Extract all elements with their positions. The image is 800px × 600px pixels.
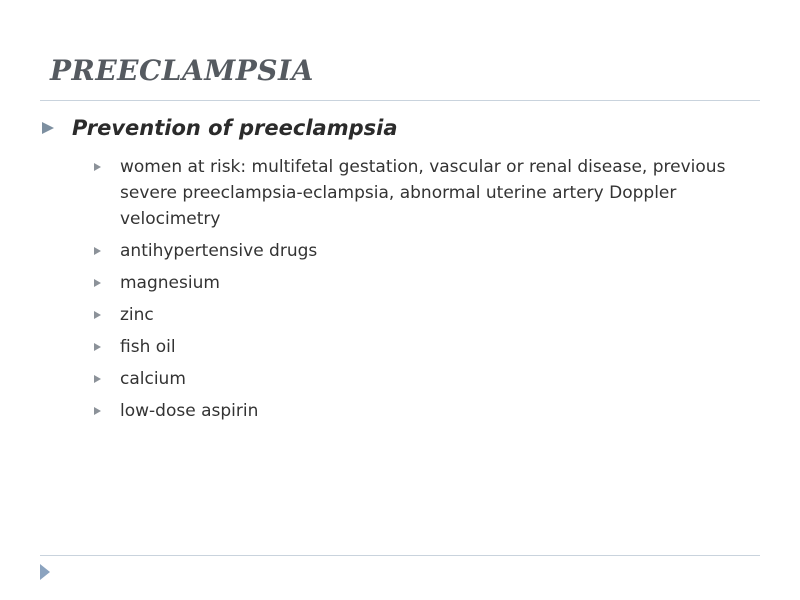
footer-divider: [40, 555, 760, 556]
list-item: [40, 238, 740, 264]
list-item: [40, 270, 740, 296]
small-triangle-bullet-icon: [94, 375, 101, 383]
list-item-text: zinc: [120, 305, 154, 325]
list-item-text: antihypertensive drugs: [120, 241, 318, 261]
slide-title: PREECLAMPSIA: [50, 54, 314, 87]
triangle-bullet-icon: [42, 122, 54, 134]
list-item-text: calcium: [120, 369, 186, 389]
list-item-text: fish oil: [120, 337, 176, 357]
list-item-text: women at risk: multifetal gestation, vascular or renal disease, previous severe preeclampsia-eclampsia, abnormal uterine artery Doppler velocimetry: [120, 157, 726, 229]
main-bullet: [40, 112, 760, 144]
small-triangle-bullet-icon: [94, 163, 101, 171]
footer-triangle-icon[interactable]: [40, 564, 50, 580]
small-triangle-bullet-icon: [94, 407, 101, 415]
slide-content: [40, 112, 760, 430]
sub-bullet-list: [40, 154, 760, 424]
list-item-text: magnesium: [120, 273, 220, 293]
small-triangle-bullet-icon: [94, 279, 101, 287]
small-triangle-bullet-icon: [94, 343, 101, 351]
list-item: [40, 366, 740, 392]
list-item: [40, 334, 740, 360]
small-triangle-bullet-icon: [94, 311, 101, 319]
list-item: [40, 302, 740, 328]
list-item: [40, 398, 740, 424]
list-item: [40, 154, 740, 232]
main-bullet-text: Prevention of preeclampsia: [72, 116, 398, 140]
list-item-text: low-dose aspirin: [120, 401, 259, 421]
title-divider: [40, 100, 760, 101]
small-triangle-bullet-icon: [94, 247, 101, 255]
